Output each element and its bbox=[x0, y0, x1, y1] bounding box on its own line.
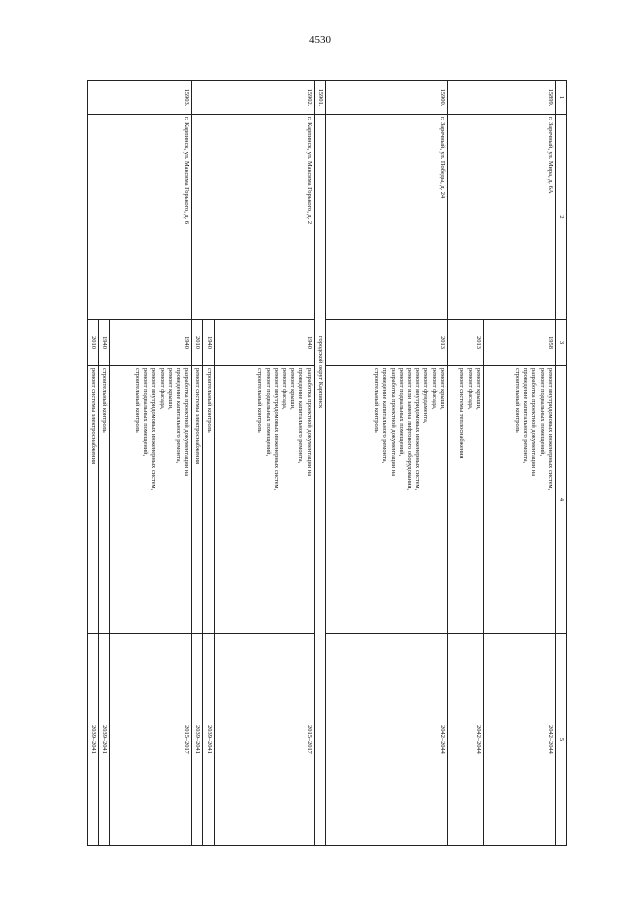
work-item: проведение капитального ремонта, bbox=[522, 368, 530, 464]
year-cell: 2010 bbox=[87, 320, 98, 366]
header-cell: 3 bbox=[555, 320, 566, 366]
work-item: ремонт крыши, bbox=[438, 368, 446, 410]
year-cell: 1940 bbox=[214, 320, 314, 366]
works-cell bbox=[203, 366, 214, 634]
work-item: строительный контроль bbox=[101, 368, 109, 433]
header-cell: 5 bbox=[555, 634, 566, 846]
year-cell: 2010 bbox=[192, 320, 203, 366]
year-cell: 2013 bbox=[325, 320, 447, 366]
work-item: разработка проектной документации на bbox=[389, 368, 397, 477]
table-row bbox=[214, 81, 314, 846]
period-cell: 2042–2044 bbox=[325, 634, 447, 846]
district-name bbox=[314, 115, 325, 846]
work-item: ремонт фасада, bbox=[158, 368, 166, 410]
work-item: ремонт подвальных помещений, bbox=[538, 368, 546, 457]
work-item: ремонт крыши, bbox=[474, 368, 482, 410]
address-cell: г. Карпинск, ул. Максима Горького, д. 2 bbox=[192, 115, 314, 320]
work-item: ремонт внутридомовых инженерных систем, bbox=[414, 368, 422, 491]
work-item: разработка проектной документации на bbox=[183, 368, 191, 477]
work-item: ремонт или замена лифтового оборудования, bbox=[406, 368, 414, 491]
table-row bbox=[110, 81, 192, 846]
table-row bbox=[325, 81, 447, 846]
address-cell: г. Заречный, ул. Мира, д. 6А bbox=[447, 115, 555, 320]
row-number: 15900. bbox=[325, 81, 447, 115]
work-item: ремонт крыши, bbox=[289, 368, 297, 410]
header-row bbox=[555, 81, 566, 846]
work-item: разработка проектной документации на bbox=[530, 368, 538, 477]
year-cell: 1958 bbox=[483, 320, 555, 366]
district-row bbox=[314, 81, 325, 846]
header-cell: 2 bbox=[555, 115, 566, 320]
works-cell bbox=[447, 366, 483, 634]
work-item: ремонт фасада, bbox=[430, 368, 438, 410]
work-item: ремонт подвальных помещений, bbox=[264, 368, 272, 457]
work-item: ремонт внутридомовых инженерных систем, bbox=[150, 368, 158, 491]
address-cell: г. Карпинск, ул. Максима Горького, д. 6 bbox=[87, 115, 191, 320]
work-item: ремонт внутридомовых инженерных систем, bbox=[272, 368, 280, 491]
works-cell bbox=[87, 366, 98, 634]
period-cell: 2039–2041 bbox=[99, 634, 110, 846]
works-cell bbox=[99, 366, 110, 634]
work-item: ремонт системы теплоснабжения bbox=[458, 368, 466, 459]
row-number: 15901. bbox=[314, 81, 325, 115]
works-cell bbox=[483, 366, 555, 634]
work-item: строительный контроль bbox=[514, 368, 522, 433]
works-cell bbox=[192, 366, 203, 634]
year-cell: 1940 bbox=[203, 320, 214, 366]
repair-schedule-table bbox=[87, 80, 567, 846]
period-cell: 2039–2041 bbox=[192, 634, 203, 846]
rotated-table-container bbox=[87, 80, 567, 845]
work-item: ремонт внутридомовых инженерных систем, bbox=[546, 368, 554, 491]
work-item: ремонт фасада, bbox=[281, 368, 289, 410]
work-item: ремонт крыши, bbox=[166, 368, 174, 410]
work-item: ремонт фасада, bbox=[466, 368, 474, 410]
work-item: проведение капитального ремонта, bbox=[381, 368, 389, 464]
period-cell: 2042–2044 bbox=[447, 634, 483, 846]
works-cell bbox=[110, 366, 192, 634]
period-cell: 2039–2041 bbox=[203, 634, 214, 846]
year-cell: 1940 bbox=[110, 320, 192, 366]
work-item: ремонт подвальных помещений, bbox=[397, 368, 405, 457]
page-number: 4530 bbox=[309, 34, 331, 46]
header-cell: 1 bbox=[555, 81, 566, 115]
table-row bbox=[483, 81, 555, 846]
work-item: ремонт системы электроснабжения bbox=[90, 368, 98, 464]
work-item: ремонт системы электроснабжения bbox=[194, 368, 202, 464]
row-number: 15902. bbox=[192, 81, 314, 115]
work-item: проведение капитального ремонта, bbox=[175, 368, 183, 464]
work-item: строительный контроль bbox=[134, 368, 142, 433]
year-cell: 2013 bbox=[447, 320, 483, 366]
work-item: проведение капитального ремонта, bbox=[297, 368, 305, 464]
address-cell: г. Заречный, ул. Победы, д. 24 bbox=[325, 115, 447, 320]
row-number: 15899. bbox=[447, 81, 555, 115]
work-item: строительный контроль bbox=[373, 368, 381, 433]
period-cell: 2039–2041 bbox=[87, 634, 98, 846]
year-cell: 1940 bbox=[99, 320, 110, 366]
work-item: строительный контроль bbox=[205, 368, 213, 433]
work-item: разработка проектной документации на bbox=[305, 368, 313, 477]
header-cell: 4 bbox=[555, 366, 566, 634]
works-cell bbox=[214, 366, 314, 634]
district-label: городской округ Карпинск bbox=[316, 336, 324, 409]
work-item: ремонт подвальных помещений, bbox=[142, 368, 150, 457]
works-cell bbox=[325, 366, 447, 634]
work-item: строительный контроль bbox=[256, 368, 264, 433]
work-item: ремонт фундамента, bbox=[422, 368, 430, 424]
period-cell: 2015–2017 bbox=[214, 634, 314, 846]
period-cell: 2042–2044 bbox=[483, 634, 555, 846]
period-cell: 2015–2017 bbox=[110, 634, 192, 846]
row-number: 15903. bbox=[87, 81, 191, 115]
